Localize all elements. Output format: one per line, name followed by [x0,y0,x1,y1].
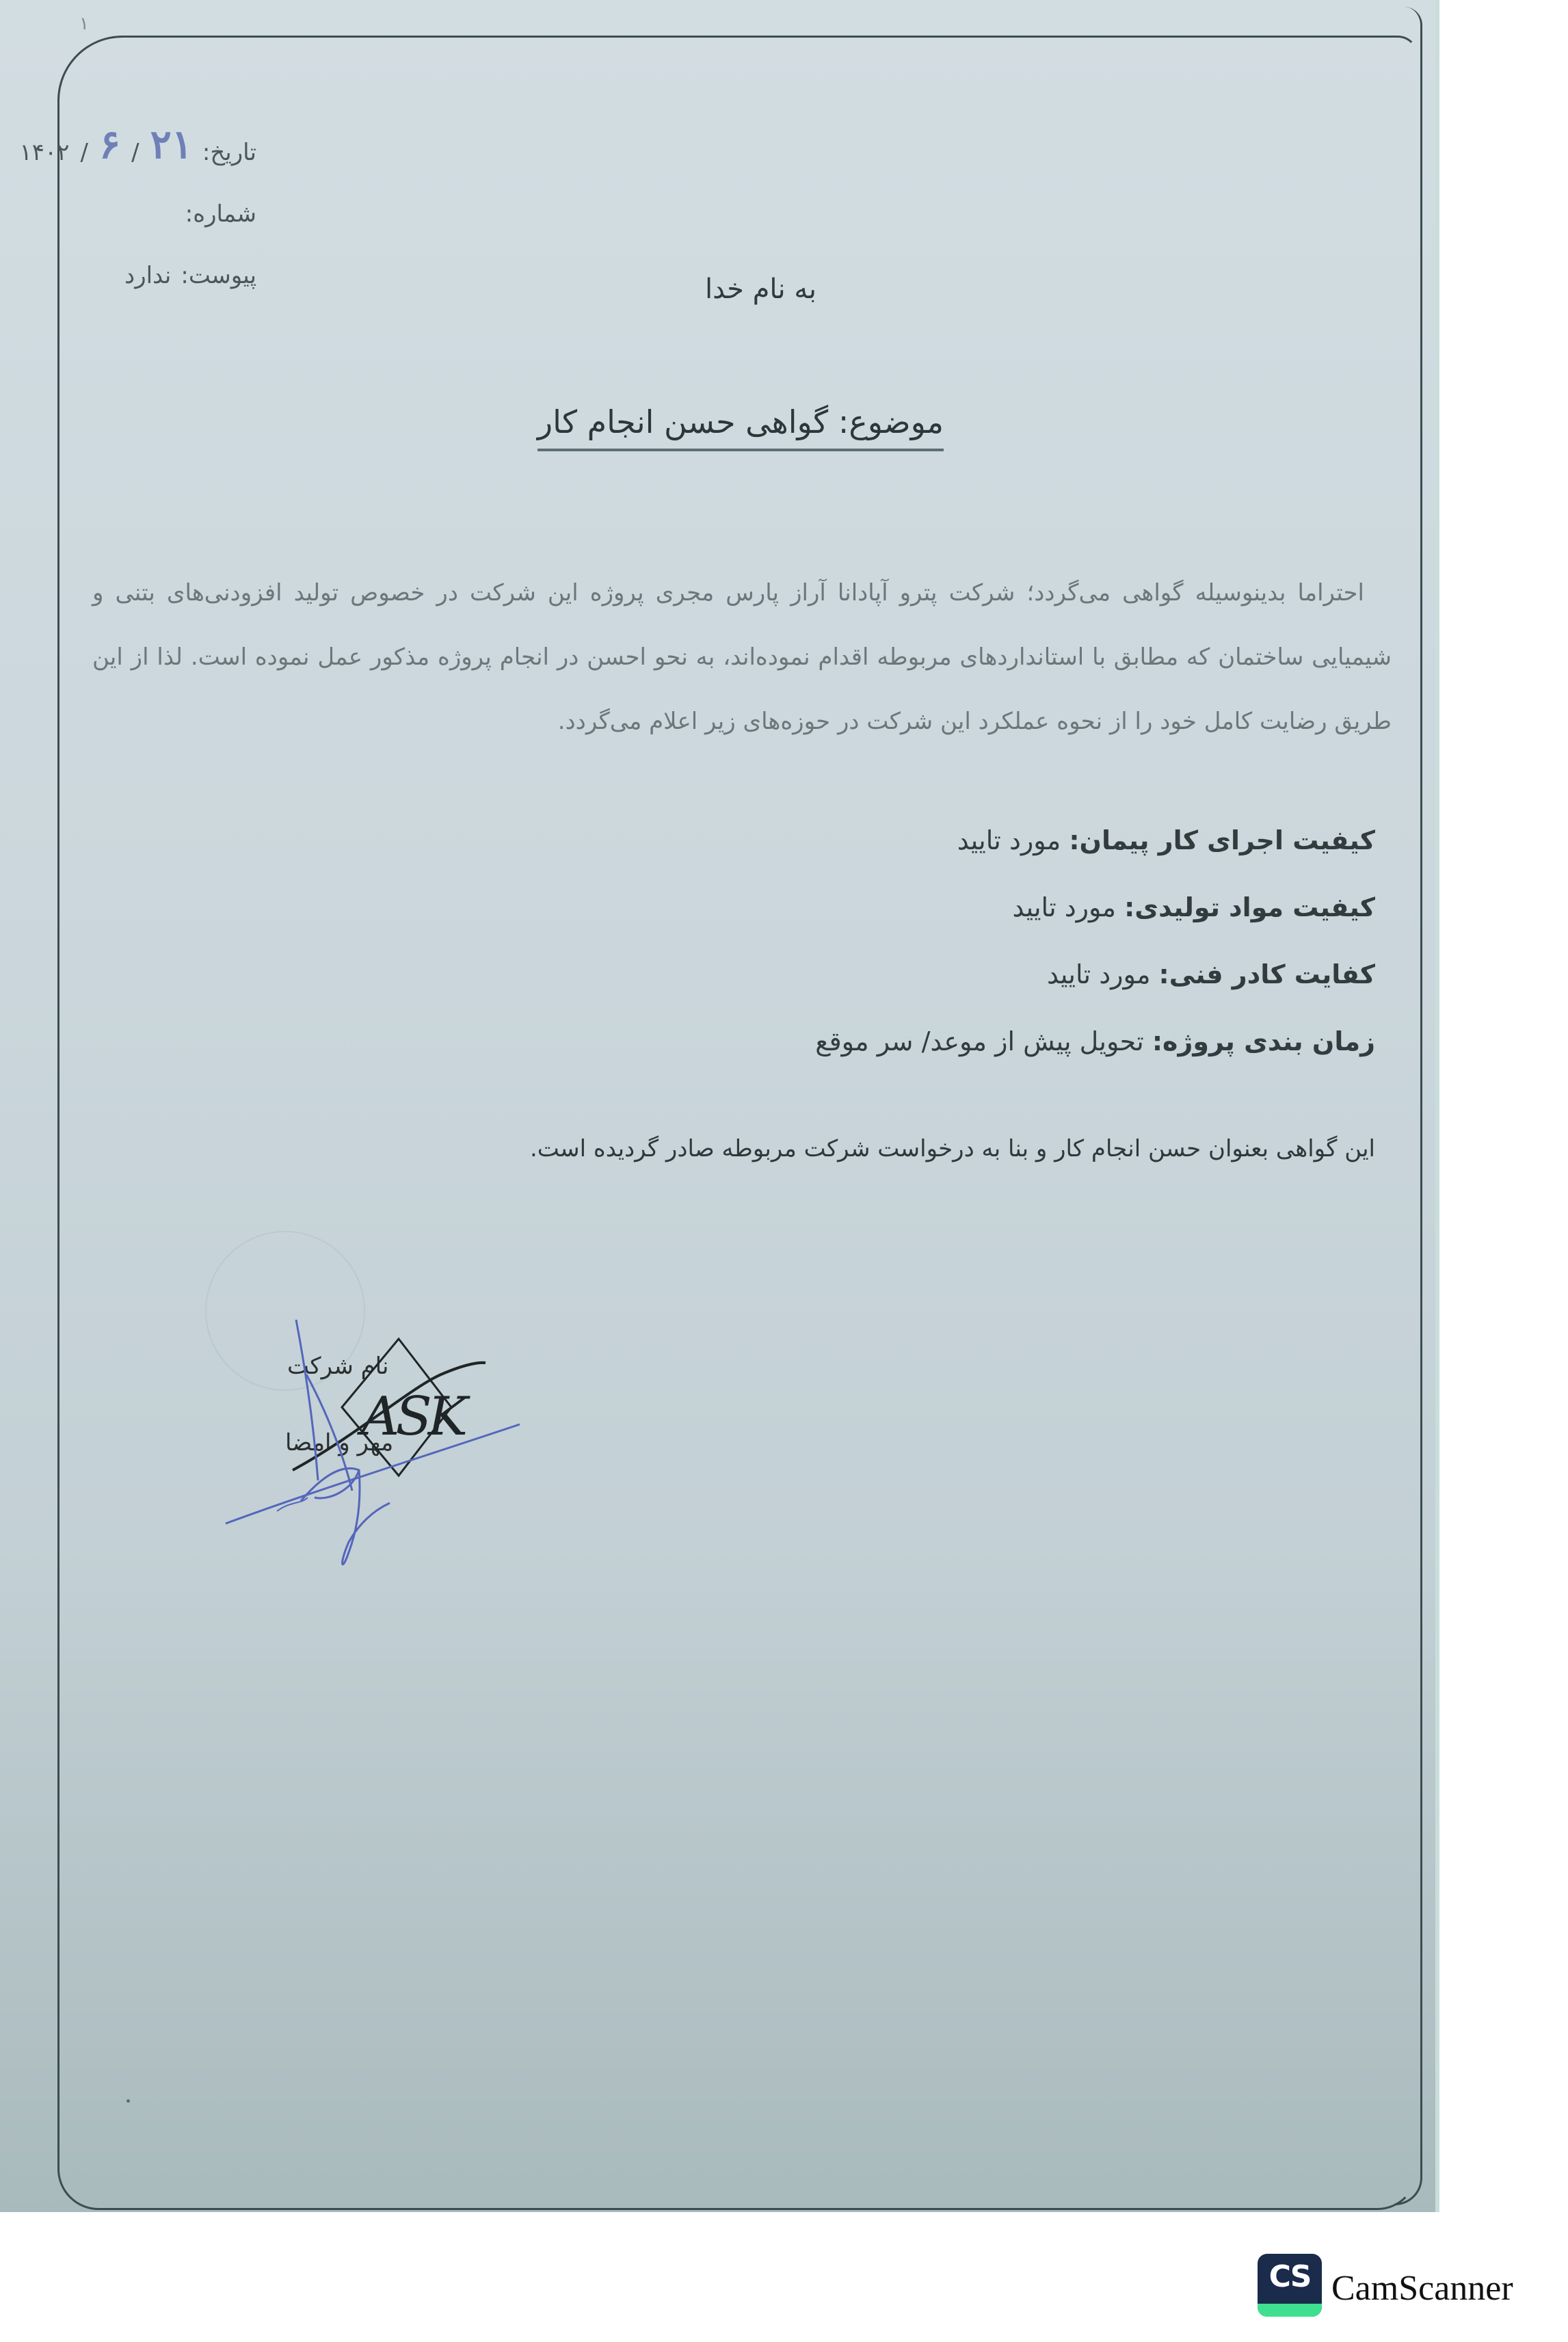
scan-dust-speck [127,2099,130,2103]
letter-header-meta [0,103,256,287]
criteria-label: کیفیت اجرای کار پیمان: [1069,825,1375,855]
camscanner-logo-icon [1258,2254,1322,2317]
date-separator: / [131,139,139,166]
stamp-signature-block [205,1231,650,1607]
criteria-value: تحویل پیش از موعد/ سر موقع [815,1026,1144,1056]
logo-accent-bar [1258,2304,1322,2317]
camscanner-watermark [1258,2254,1513,2317]
criteria-label: کفایت کادر فنی: [1158,959,1375,989]
company-name-label: نام شرکت [287,1353,389,1380]
company-stamp-icon [205,1231,650,1607]
criteria-value: مورد تایید [957,825,1061,855]
attachment-value: ندارد [124,262,172,289]
date-label: تاریخ: [202,139,256,166]
evaluation-criteria-list [555,807,1375,1075]
number-row [0,164,256,226]
logo-text: CS [1268,2259,1311,2294]
date-year: ۱۴۰۲ [19,139,70,166]
attachment-label: پیوست: [181,262,256,289]
criteria-label: کیفیت مواد تولیدی: [1124,892,1375,922]
criteria-label: زمان بندی پروژه: [1152,1026,1375,1056]
page-mark: ۱ [79,14,89,34]
date-month-handwritten: ۶ [98,121,121,168]
criteria-value: مورد تایید [1046,959,1151,989]
criteria-item [555,1008,1375,1075]
subject-title: موضوع: گواهی حسن انجام کار [537,403,944,451]
body-text: احتراما بدینوسیله گواهی می‌گردد؛ شرکت پترو آپادانا آراز پارس مجری پروژه این شرکت در خصوص تولید افزودنی‌های بتنی و شیمیایی ساختمان که مطابق با استانداردهای مربوطه اقدام نموده‌اند، به نحو احسن در انجام پروژه مذکور عمل نموده است. لذا از این طریق رضایت کامل خود را از نحوه عملکرد این شرکت در حوزه‌های زیر اعلام می‌گردد. [92,579,1392,735]
page-border-frame-right [1395,7,1422,2205]
criteria-item [555,874,1375,941]
stamp-monogram: ASK [361,1386,464,1448]
date-separator: / [80,139,88,166]
number-label: شماره: [185,200,256,228]
body-paragraph [92,561,1392,754]
stamp-signature-label: مهر و امضا [285,1429,394,1456]
criteria-item [555,807,1375,874]
date-value [19,121,193,168]
closing-statement: این گواهی بعنوان حسن انجام کار و بنا به درخواست شرکت مربوطه صادر گردیده است. [529,1135,1375,1162]
criteria-value: مورد تایید [1012,892,1117,922]
app-name: CamScanner [1331,2268,1513,2308]
date-day-handwritten: ۲۱ [150,121,193,168]
date-row [0,103,256,168]
criteria-item [555,941,1375,1008]
basmala-heading: به نام خدا [705,274,816,305]
